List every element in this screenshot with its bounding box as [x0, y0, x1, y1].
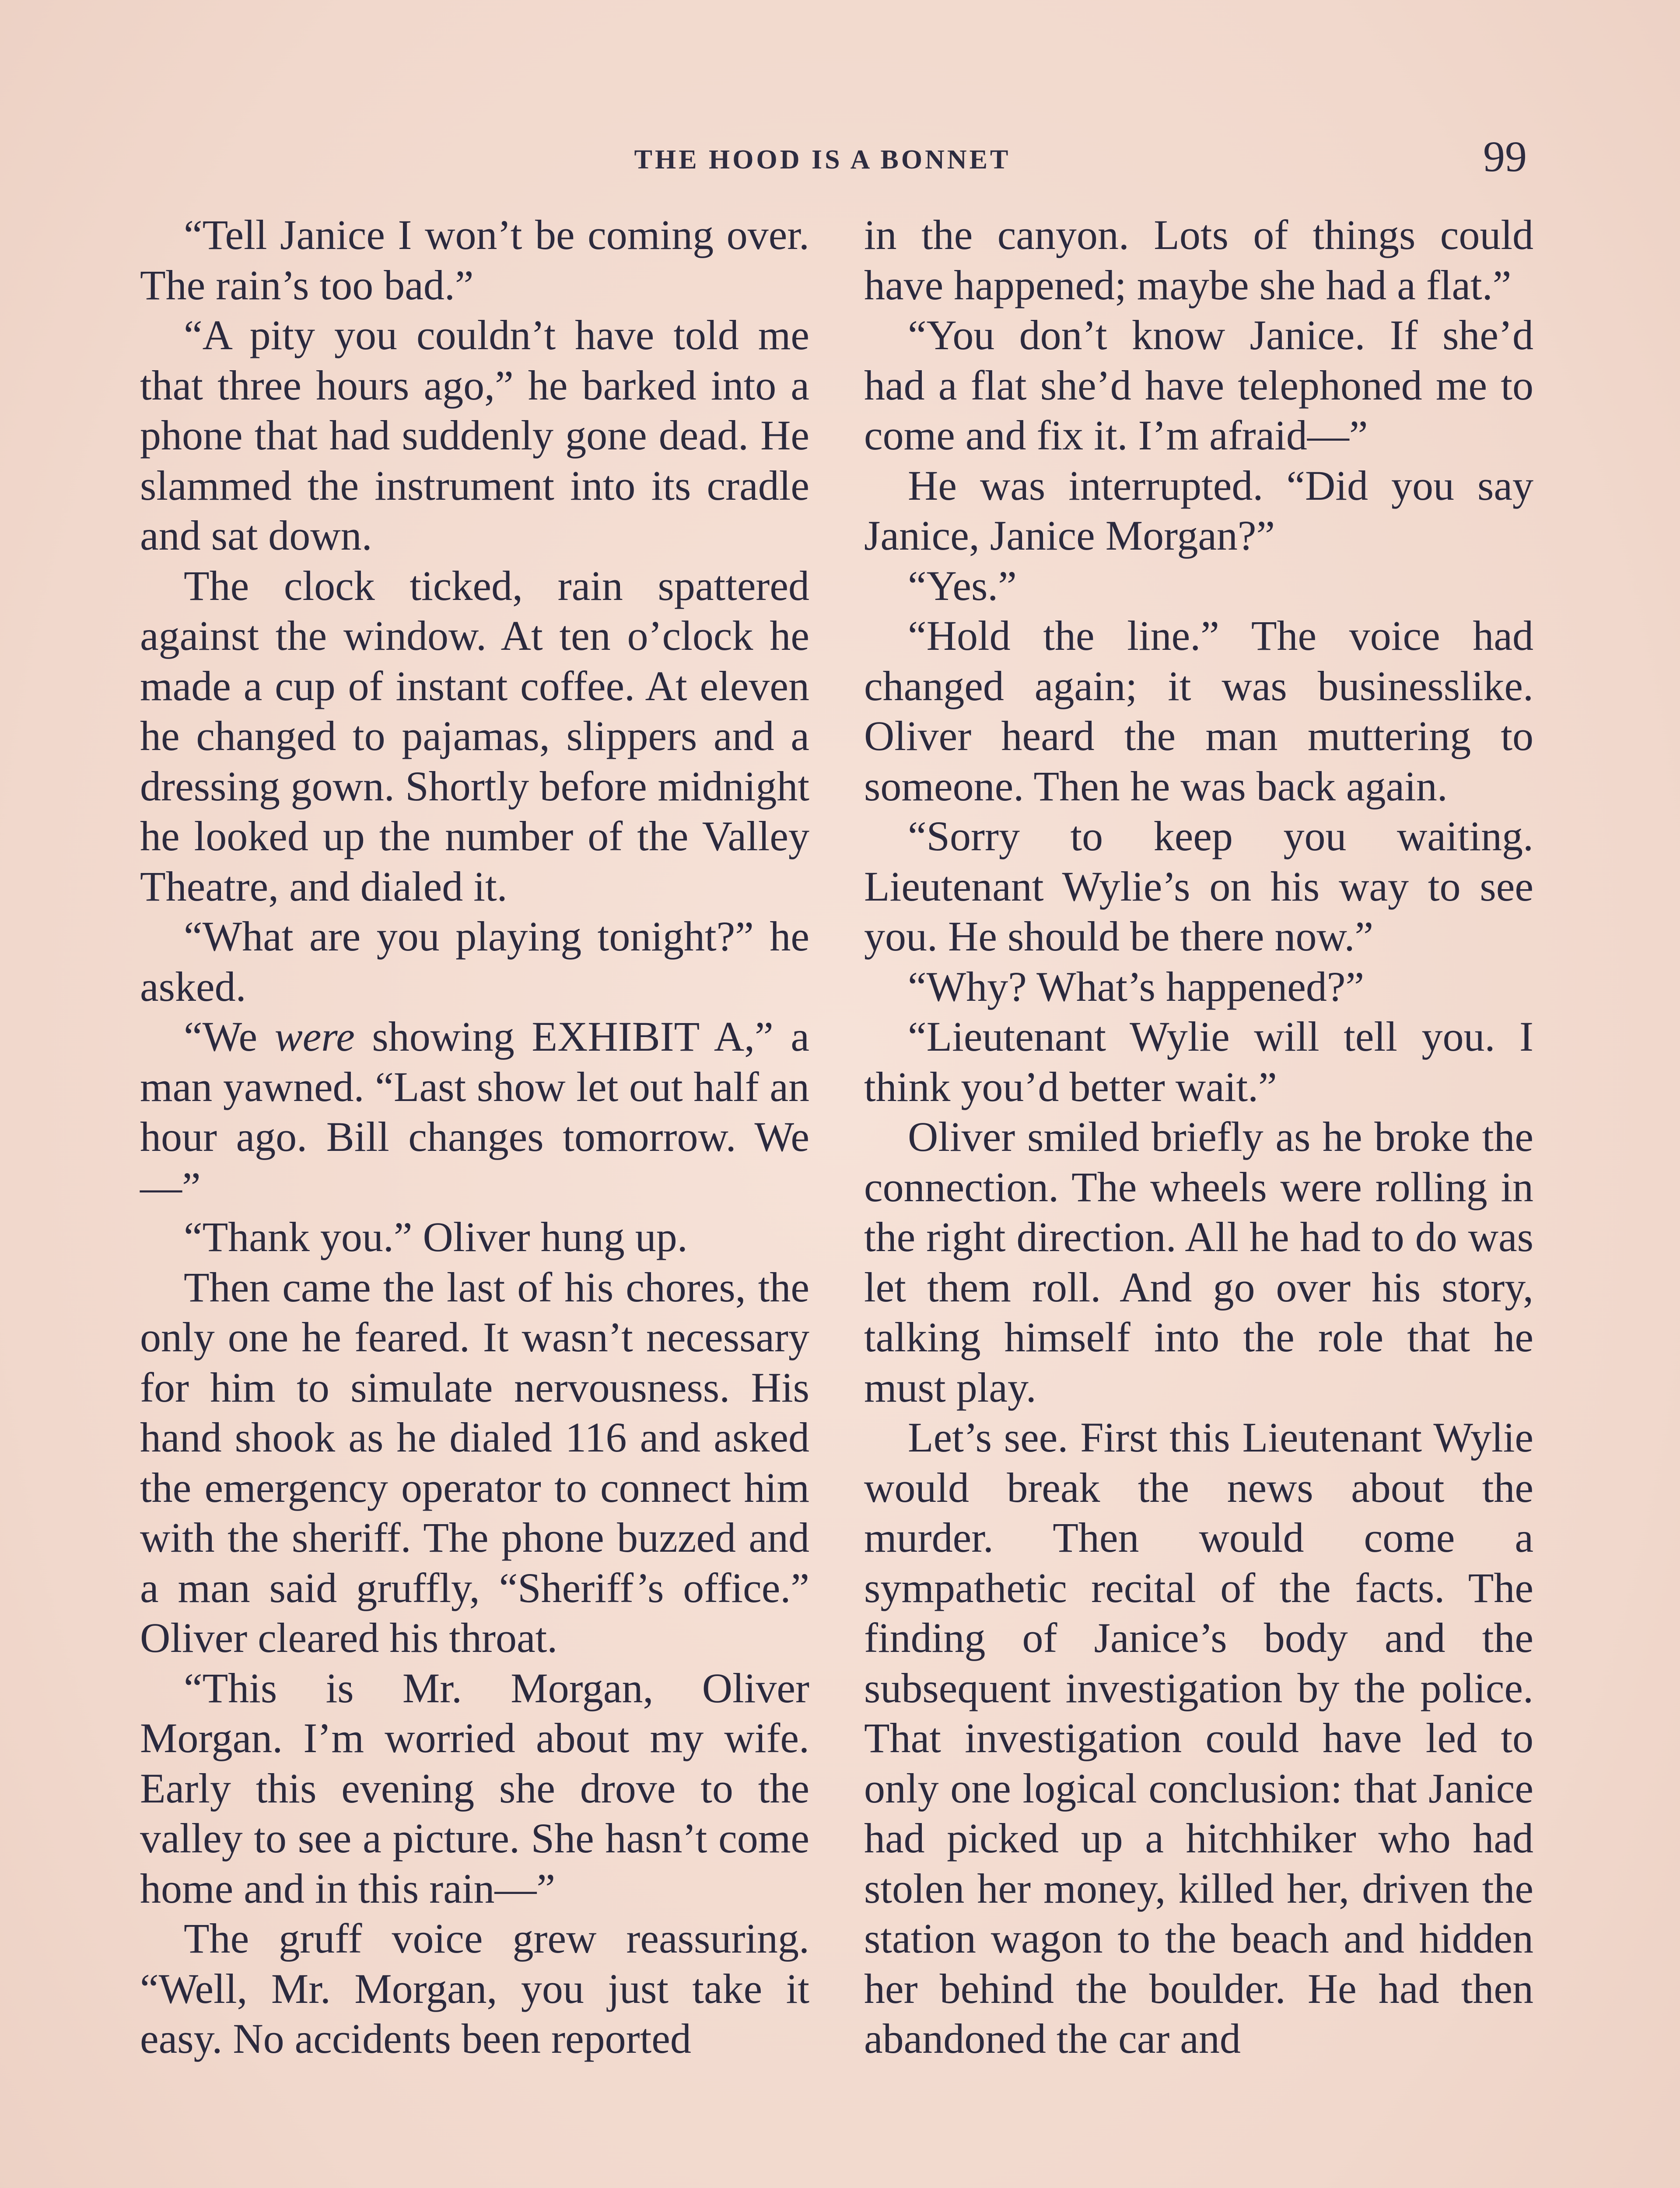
- emphasis-text: were: [274, 1013, 355, 1060]
- paragraph: “Why? What’s happened?”: [908, 963, 1365, 1010]
- paragraph: “Hold the line.” The voice had changed again; it was businesslike. Oliver heard the man muttering to someone. Then he was back again.: [864, 612, 1533, 810]
- paragraph: “Tell Janice I won’t be coming over. The rain’s too bad.”: [140, 211, 809, 309]
- paragraph: “Sorry to keep you waiting. Lieutenant Wylie’s on his way to see you. He should be there now.”: [864, 813, 1533, 960]
- paragraph: Let’s see. First this Lieutenant Wylie would break the news about the murder. Then would come a sympathetic recital of the facts. The finding of Janice’s body and the subsequent investigation by the police. That investigation could have led to only one logical conclusion: that Janice had picked up a hitchhiker who had stolen her money, killed her, driven the station wagon to the beach and hidden her behind the boulder. He had then abandoned the car and: [864, 1414, 1533, 2062]
- paragraph: “Lieutenant Wylie will tell you. I think you’d better wait.”: [864, 1013, 1533, 1110]
- paragraph: Oliver smiled briefly as he broke the connection. The wheels were rolling in the right direction. All he had to do was let them roll. And go over his story, talking himself into the role that he must play.: [864, 1113, 1533, 1411]
- paragraph: “What are you playing tonight?” he asked.: [140, 913, 809, 1010]
- paragraph: “Thank you.” Oliver hung up.: [184, 1213, 688, 1260]
- paragraph: in the canyon. Lots of things could have happened; maybe she had a flat.”: [864, 211, 1533, 309]
- text-run: showing EXHIBIT A,” a man yawned. “Last show let out half an hour ago. Bill changes tomorrow. We—”: [140, 1013, 810, 1210]
- left-text-column: [140, 210, 809, 2064]
- paragraph: The gruff voice grew reassuring. “Well, Mr. Morgan, you just take it easy. No accidents been reported: [140, 1915, 809, 2062]
- paragraph: [140, 1012, 809, 1212]
- paragraph: He was interrupted. “Did you say Janice, Janice Morgan?”: [864, 462, 1533, 559]
- paragraph: “A pity you couldn’t have told me that three hours ago,” he barked into a phone that had suddenly gone dead. He slammed the instrument into its cradle and sat down.: [140, 312, 809, 559]
- right-text-column: [864, 210, 1533, 2064]
- paragraph: The clock ticked, rain spattered against the window. At ten o’clock he made a cup of instant coffee. At eleven he changed to pajamas, slippers and a dressing gown. Shortly before midnight he looked up the number of the Valley Theatre, and dialed it.: [140, 562, 809, 910]
- paragraph: “You don’t know Janice. If she’d had a flat she’d have telephoned me to come and fix it. I’m afraid—”: [864, 312, 1533, 459]
- paragraph: “This is Mr. Morgan, Oliver Morgan. I’m worried about my wife. Early this evening she drove to the valley to see a picture. She hasn’t come home and in this rain—”: [140, 1664, 809, 1912]
- running-title: THE HOOD IS A BONNET: [634, 145, 1011, 175]
- page-number: 99: [1483, 132, 1527, 181]
- paragraph: “Yes.”: [908, 562, 1017, 609]
- paragraph: Then came the last of his chores, the only one he feared. It wasn’t necessary for him to simulate nervousness. His hand shook as he dialed 116 and asked the emergency operator to connect him with the sheriff. The phone buzzed and a man said gruffly, “Sheriff’s office.” Oliver cleared his throat.: [140, 1263, 809, 1661]
- text-run: “We: [184, 1013, 275, 1060]
